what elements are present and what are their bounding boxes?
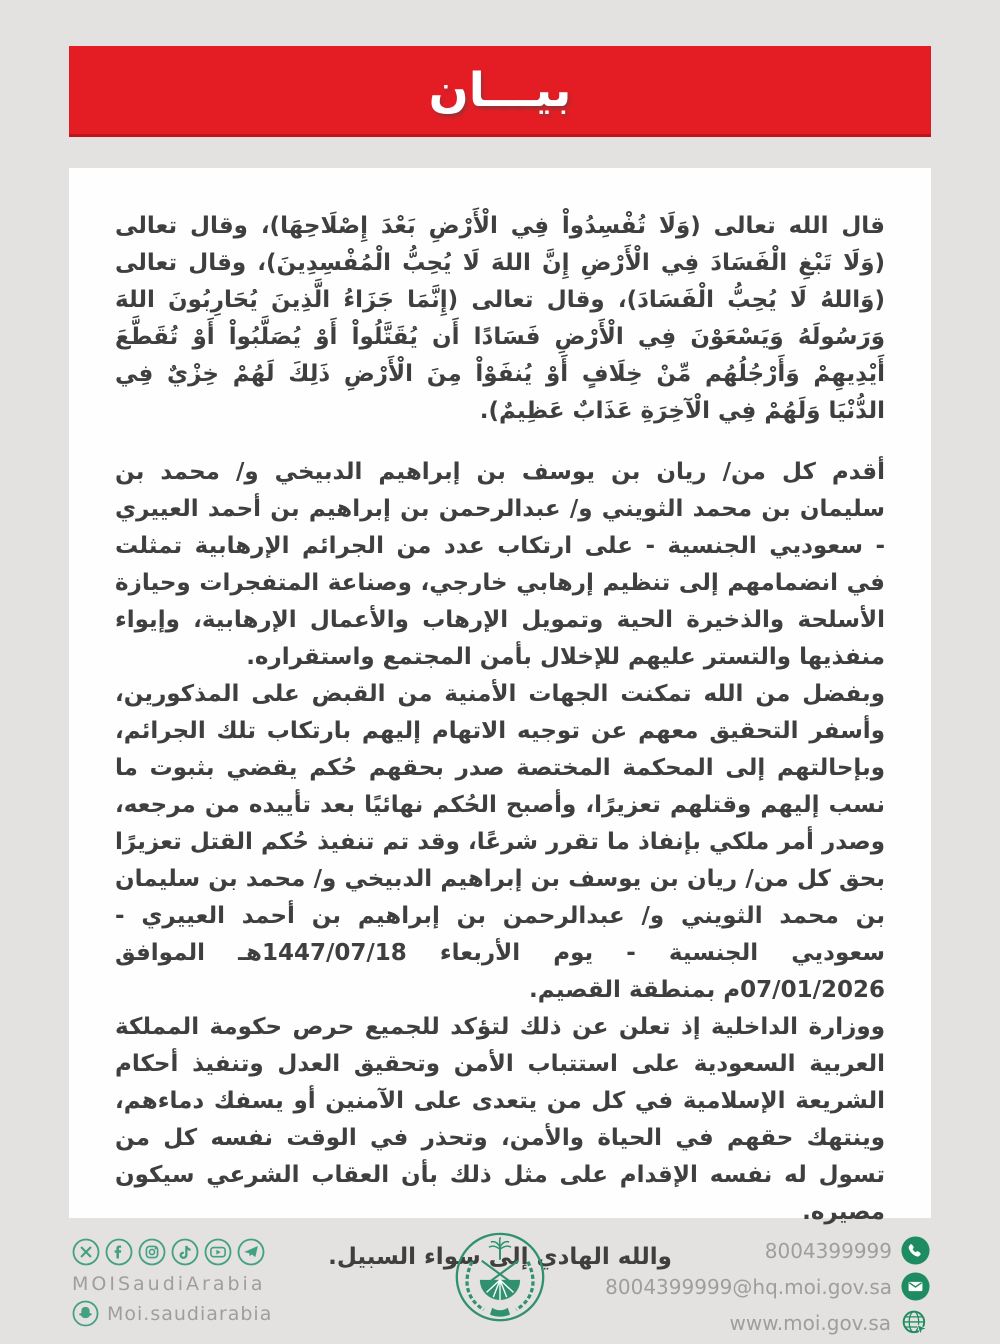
tiktok-icon[interactable] — [171, 1238, 199, 1266]
verdict-execution-paragraph: وبفضل من الله تمكنت الجهات الأمنية من القبض على المذكورين، وأسفر التحقيق معهم عن توجيه الاتهام إليهم بارتكاب تلك الجرائم، وبإحالتهم إلى المحكمة المختصة صدر بحقهم حُكم يقضي بثبوت ما نسب إليهم وقتلهم تعزيرًا، وأصبح الحُكم نهائيًا بعد تأييده من مرجعه، وصدر أمر ملكي بإنفاذ ما تقرر شرعًا، وقد تم تنفيذ حُكم القتل تعزيرًا بحق كل من/ ريان بن يوسف بن إبراهيم الدبيخي و/ محمد بن سليمان بن محمد الثويني و/ عبدالرحمن بن إبراهيم بن أحمد العييري - سعوديي الجنسية - يوم الأربعاء 1447/07/18هـ الموافق 07/01/2026م بمنطقة القصيم. — [115, 681, 885, 1003]
phone-icon — [901, 1236, 930, 1265]
footer — [0, 1218, 1000, 1344]
email-row[interactable] — [605, 1272, 930, 1301]
social-handle: MOISaudiArabia — [72, 1273, 266, 1295]
mail-icon — [901, 1272, 930, 1301]
x-icon[interactable] — [72, 1238, 100, 1266]
ministry-warning-paragraph: ووزارة الداخلية إذ تعلن عن ذلك لتؤكد للجميع حرص حكومة المملكة العربية السعودية على استتباب الأمن وتحقيق العدل وتنفيذ أحكام الشريعة الإسلامية في كل من يتعدى على الآمنين أو يسفك دماءهم، وينتهك حقهم في الحياة والأمن، وتحذر في الوقت نفسه كل من تسول له نفسه الإقدام على مثل ذلك بأن العقاب الشرعي سيكون مصيره. — [115, 1014, 885, 1225]
snapchat-row[interactable] — [72, 1300, 272, 1327]
page-title: بيـــان — [428, 62, 572, 118]
globe-icon — [900, 1308, 930, 1338]
email-address: 8004399999@hq.moi.gov.sa — [605, 1274, 892, 1299]
website-url: www.moi.gov.sa — [729, 1311, 891, 1335]
snapchat-handle: Moi.saudiarabia — [107, 1302, 273, 1325]
facebook-icon[interactable] — [105, 1238, 133, 1266]
statement-header-band — [69, 46, 931, 137]
website-row[interactable] — [730, 1308, 930, 1338]
instagram-icon[interactable] — [138, 1238, 166, 1266]
youtube-icon[interactable] — [204, 1238, 232, 1266]
social-block — [72, 1238, 272, 1327]
phone-row[interactable] — [765, 1236, 930, 1265]
contact-block — [605, 1236, 930, 1338]
social-icons-row — [72, 1238, 272, 1266]
snapchat-icon[interactable] — [72, 1300, 99, 1327]
closing-line: والله الهادي إلى سواء السبيل. — [328, 1244, 672, 1270]
phone-number: 8004399999 — [764, 1238, 892, 1263]
crimes-paragraph: أقدم كل من/ ريان بن يوسف بن إبراهيم الدبيخي و/ محمد بن سليمان بن محمد الثويني و/ عبدالرحمن بن إبراهيم بن أحمد العييري - سعوديي الجنسية - على ارتكاب عدد من الجرائم الإرهابية تمثلت في انضمامهم إلى تنظيم إرهابي خارجي، وصناعة المتفجرات وحيازة الأسلحة والذخيرة الحية وتمويل الإرهاب والأعمال الإرهابية، وإيواء منفذيها والتستر عليهم للإخلال بأمن المجتمع واستقراره. — [115, 459, 885, 670]
moi-emblem — [452, 1226, 548, 1330]
telegram-icon[interactable] — [237, 1238, 265, 1266]
quran-verses-paragraph: قال الله تعالى (وَلَا تُفْسِدُواْ فِي الْأَرْضِ بَعْدَ إِصْلَاحِهَا)، وقال تعالى (وَلَا تَبْغِ الْفَسَادَ فِي الْأَرْضِ إِنَّ اللهَ لَا يُحِبُّ الْمُفْسِدِينَ)، وقال تعالى (وَاللهُ لَا يُحِبُّ الْفَسَادَ)، وقال تعالى (إِنَّمَا جَزَاءُ الَّذِينَ يُحَارِبُونَ اللهَ وَرَسُولَهُ وَيَسْعَوْنَ فِي الْأَرْضِ فَسَادًا أَن يُقَتَّلُواْ أَوْ يُصَلَّبُواْ أَوْ تُقَطَّعَ أَيْدِيهِمْ وَأَرْجُلُهُم مِّنْ خِلَافٍ أَوْ يُنفَوْاْ مِنَ الْأَرْضِ ذَلِكَ لَهُمْ خِزْيٌ فِي الدُّنْيَا وَلَهُمْ فِي الْآخِرَةِ عَذَابٌ عَظِيمٌ). — [115, 213, 885, 424]
